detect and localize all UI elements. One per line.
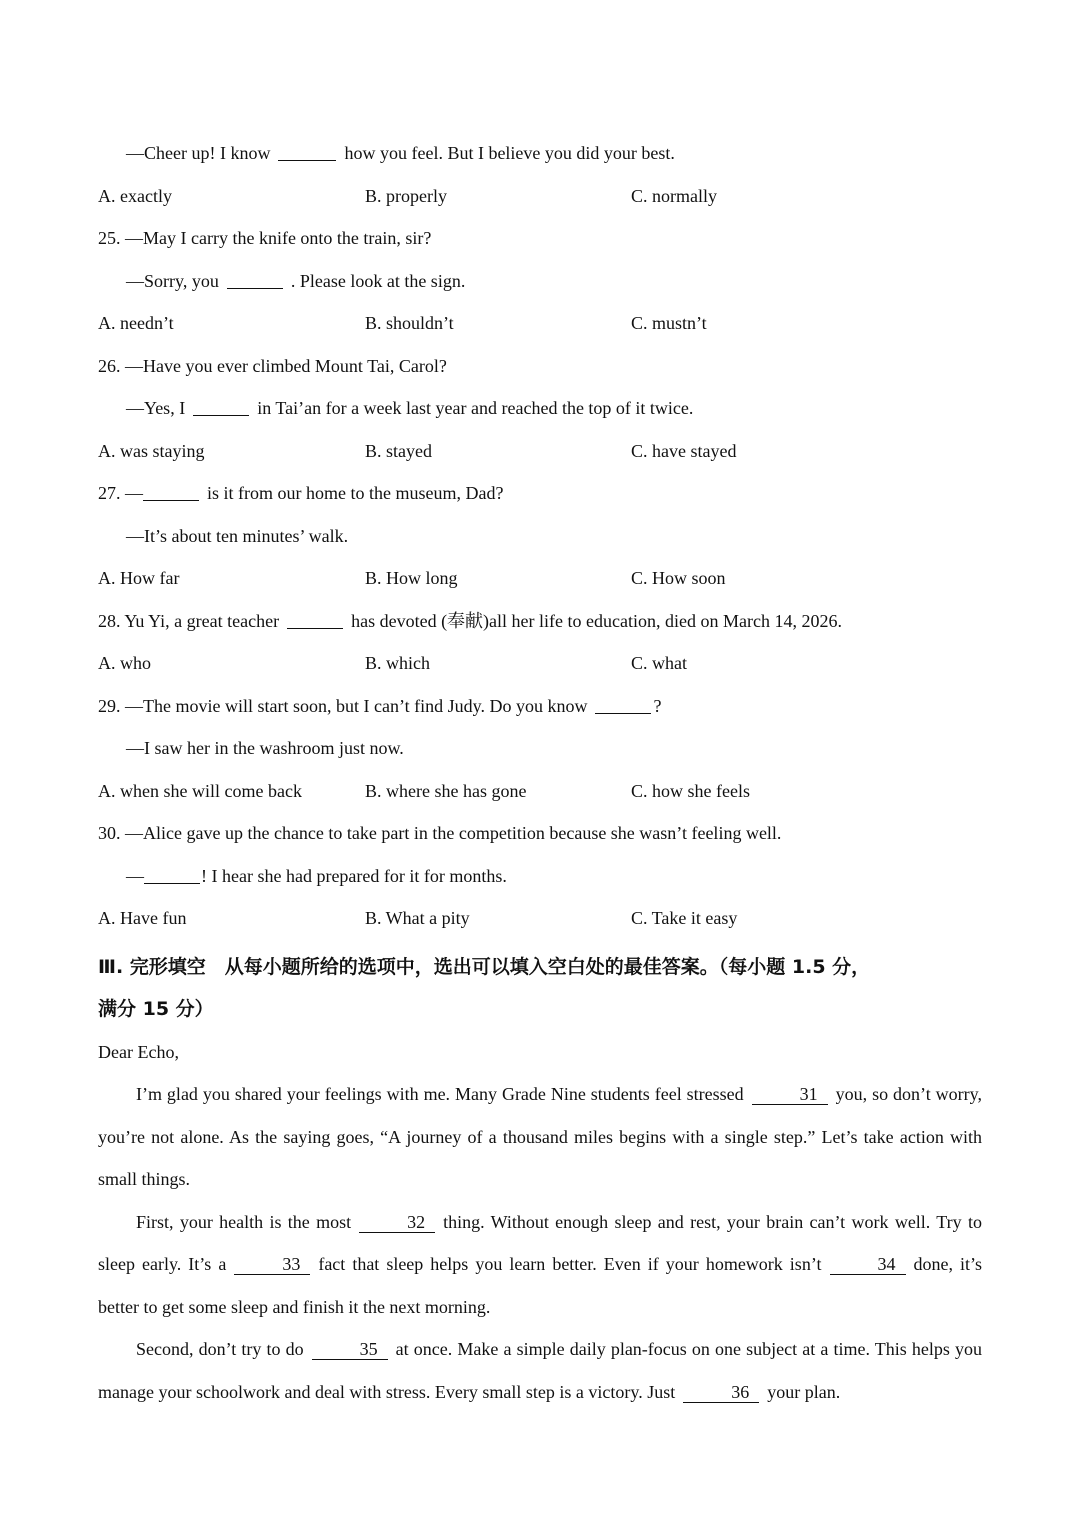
q24-reply-text-after: how you feel. But I believe you did your best.	[344, 143, 675, 163]
q30-option-c: C. Take it easy	[631, 908, 738, 928]
q26-option-c: C. have stayed	[631, 440, 737, 461]
q26-question: 26. —Have you ever climbed Mount Tai, Carol?	[98, 355, 447, 376]
blank-33: 33	[234, 1254, 310, 1275]
exam-page	[98, 138, 982, 1413]
q29-option-b: B. where she has gone	[365, 780, 527, 801]
q27-question	[98, 478, 982, 521]
q25-reply-text-before: —Sorry, you	[126, 270, 219, 291]
q24-option-b: B. properly	[365, 185, 447, 206]
q28-question	[98, 606, 982, 649]
q29-text-before: 29. —The movie will start soon, but I can’t find Judy. Do you know	[98, 695, 588, 716]
q27-text-after: is it from our home to the museum, Dad?	[207, 483, 504, 503]
p3-text-a: Second, don’t try to do	[136, 1339, 304, 1359]
blank-35: 35	[312, 1339, 388, 1360]
q27-text-before: 27. —	[98, 483, 143, 503]
q29-reply: —I saw her in the washroom just now.	[126, 738, 404, 758]
q28-options	[98, 648, 982, 691]
q28-option-a: A. who	[98, 653, 151, 673]
q30-option-b: B. What a pity	[365, 908, 470, 928]
q24-option-c: C. normally	[631, 185, 717, 206]
q27-reply: —It’s about ten minutes’ walk.	[126, 525, 349, 546]
q24-reply-text-before: —Cheer up! I know	[126, 143, 271, 163]
q29-option-a: A. when she will come back	[98, 780, 302, 801]
q26-reply-text-before: —Yes, I	[126, 398, 186, 418]
p3-text-c: your plan.	[767, 1381, 841, 1402]
q29-option-c: C. how she feels	[631, 780, 750, 801]
q25-blank	[227, 270, 283, 289]
letter-paragraph-3	[98, 1328, 982, 1413]
q25-option-a: A. needn’t	[98, 313, 174, 333]
q25-option-b: B. shouldn’t	[365, 313, 454, 333]
q29-options	[98, 776, 982, 819]
q30-option-a: A. Have fun	[98, 908, 187, 928]
q27-options	[98, 563, 982, 606]
q30-options	[98, 903, 982, 946]
blank-36: 36	[683, 1382, 759, 1403]
section-3-title-line1: Ⅲ. 完形填空 从每小题所给的选项中，选出可以填入空白处的最佳答案。（每小题 1.5 分，	[98, 955, 871, 978]
p2-text-d: done, it’s better to get some sleep and finish it the next morning.	[98, 1254, 983, 1317]
q25-options	[98, 308, 982, 351]
q29-text-after: ?	[653, 695, 662, 716]
letter-salutation: Dear Echo,	[98, 1041, 179, 1062]
blank-32: 32	[359, 1212, 435, 1233]
q26-option-a: A. was staying	[98, 440, 205, 461]
q30-reply	[98, 861, 982, 904]
blank-34: 34	[830, 1254, 906, 1275]
letter-paragraph-1	[98, 1073, 982, 1201]
q26-blank	[193, 397, 249, 416]
q24-reply	[98, 138, 982, 181]
section-3-title	[98, 946, 982, 1031]
q26-reply	[98, 393, 982, 436]
q28-text-before: 28. Yu Yi, a great teacher	[98, 610, 280, 631]
q28-option-b: B. which	[365, 653, 430, 673]
q28-text-after: has devoted (奉献)all her life to education, died on March 14, 2026.	[351, 610, 842, 631]
q30-question: 30. —Alice gave up the chance to take part in the competition because she wasn’t feeling well.	[98, 823, 782, 843]
p2-text-b: thing. Without enough sleep and rest, your brain can’t work well. Try to sleep early. It’s a	[98, 1211, 982, 1274]
q29-blank	[595, 695, 651, 714]
q30-blank	[144, 865, 200, 884]
q29-question	[98, 691, 982, 734]
q25-reply-text-after: . Please look at the sign.	[290, 270, 466, 291]
q24-blank	[278, 142, 336, 161]
q25-reply	[98, 266, 982, 309]
q25-option-c: C. mustn’t	[631, 313, 707, 333]
q27-option-c: C. How soon	[631, 568, 726, 588]
q25-question: 25. —May I carry the knife onto the train, sir?	[98, 228, 432, 248]
p3-text-b: at once. Make a simple daily plan-focus on one subject at a time. This helps you manage your schoolwork and deal with stress. Every small step is a victory. Just	[98, 1339, 983, 1402]
q24-options	[98, 181, 982, 224]
p1-text-a: I’m glad you shared your feelings with me. Many Grade Nine students feel stressed	[136, 1084, 744, 1104]
q28-blank	[287, 610, 343, 629]
q27-option-b: B. How long	[365, 568, 458, 588]
q26-option-b: B. stayed	[365, 440, 432, 461]
q28-option-c: C. what	[631, 653, 687, 673]
letter-paragraph-2	[98, 1201, 982, 1329]
q30-reply-text-after: ! I hear she had prepared for it for months.	[201, 865, 507, 886]
q24-option-a: A. exactly	[98, 185, 172, 206]
q30-reply-text-before: —	[126, 865, 144, 886]
q27-blank	[143, 482, 199, 501]
blank-31: 31	[752, 1084, 828, 1105]
p2-text-a: First, your health is the most	[136, 1211, 352, 1232]
section-3-title-line2: 满分 15 分）	[98, 998, 214, 1020]
q27-option-a: A. How far	[98, 568, 180, 588]
p1-text-b: you, so don’t worry, you’re not alone. As the saying goes, “A journey of a thousand miles begins with a single step.” Let’s take action with small things.	[98, 1084, 982, 1189]
q26-reply-text-after: in Tai’an for a week last year and reached the top of it twice.	[257, 398, 694, 418]
q26-options	[98, 436, 982, 479]
p2-text-c: fact that sleep helps you learn better. Even if your homework isn’t	[318, 1254, 822, 1274]
